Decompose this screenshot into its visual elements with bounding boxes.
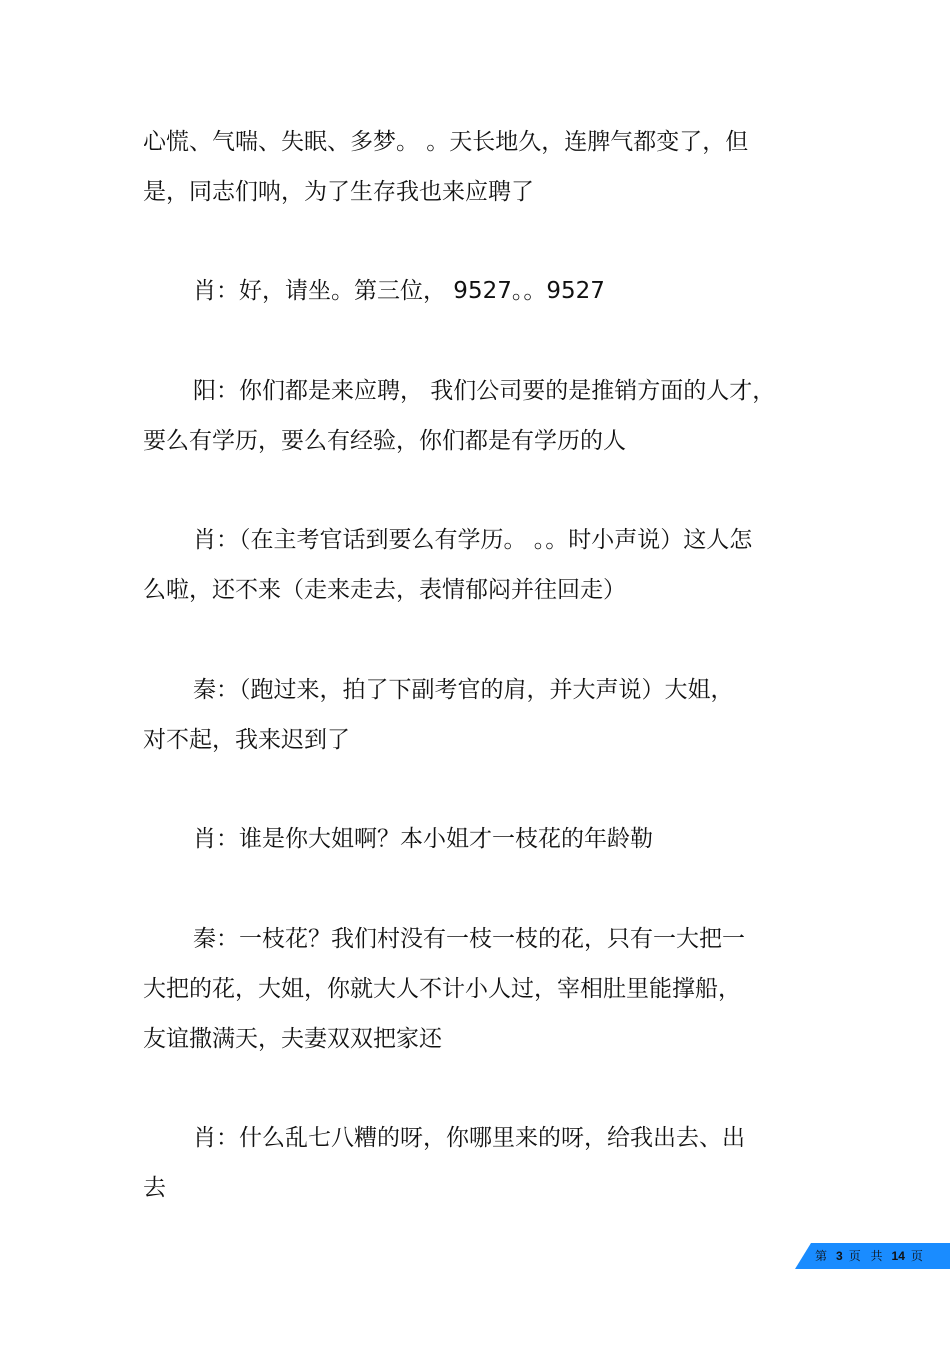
page-number-badge	[795, 1243, 950, 1269]
text-line: 肖：什么乱七八糟的呀，你哪里来的呀，给我出去、出	[193, 1125, 745, 1151]
paragraph-8	[143, 1113, 783, 1213]
text-line: 肖：谁是你大姐啊？本小姐才一枝花的年龄勒	[193, 826, 653, 852]
paragraph-1	[143, 117, 783, 217]
text-line: 对不起，我来迟到了	[143, 727, 350, 753]
text-line: 肖：好，请坐。第三位， 9527。。9527	[193, 278, 605, 304]
total-pages-number: 14	[891, 1249, 905, 1263]
text-line: 心慌、气喘、失眠、多梦。 。天长地久，连脾气都变了，但	[143, 129, 749, 155]
page-prefix: 第	[815, 1249, 831, 1263]
paragraph-3	[143, 366, 783, 466]
text-line: 是，同志们呐，为了生存我也来应聘了	[143, 179, 534, 205]
text-line: 秦：一枝花？我们村没有一枝一枝的花，只有一大把一	[193, 926, 745, 952]
paragraph-6	[143, 814, 783, 864]
paragraph-7	[143, 914, 783, 1064]
text-line: 肖：（在主考官话到要么有学历。 。。时小声说）这人怎	[193, 527, 753, 553]
text-line: 大把的花，大姐，你就大人不计小人过，宰相肚里能撑船，	[143, 976, 741, 1002]
text-line: 去	[143, 1175, 166, 1201]
page-number-text	[815, 1243, 950, 1269]
paragraph-2	[143, 266, 783, 316]
text-line: 么啦，还不来（走来走去，表情郁闷并往回走）	[143, 577, 626, 603]
paragraph-4	[143, 515, 783, 615]
page-middle: 页 共	[848, 1249, 886, 1263]
current-page-number: 3	[836, 1249, 843, 1263]
text-line: 友谊撒满天，夫妻双双把家还	[143, 1026, 442, 1052]
text-line: 要么有学历，要么有经验，你们都是有学历的人	[143, 428, 626, 454]
text-line: 秦：（跑过来，拍了下副考官的肩，并大声说）大姐，	[193, 677, 734, 703]
page-suffix: 页	[910, 1249, 926, 1263]
paragraph-5	[143, 665, 783, 765]
text-line: 阳：你们都是来应聘， 我们公司要的是推销方面的人才，	[193, 378, 776, 404]
